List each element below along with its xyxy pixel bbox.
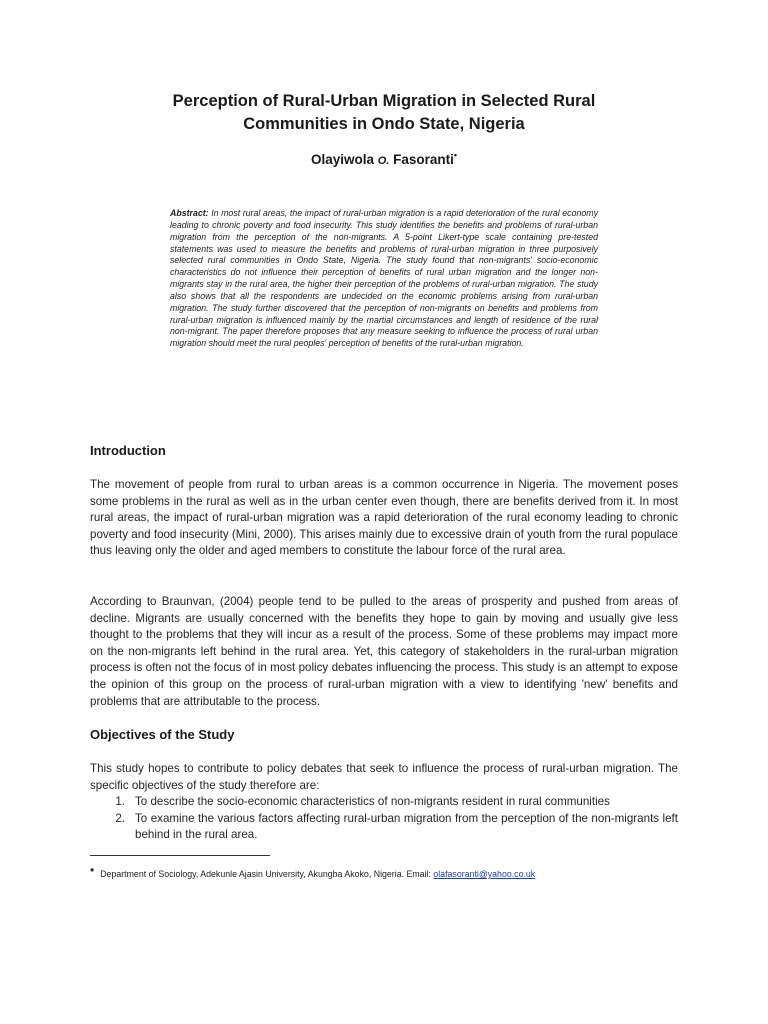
objectives-intro: This study hopes to contribute to policy debates that seek to influence the process of rural-urban migration. The specific objectives of the study therefore are: — [90, 762, 678, 792]
author-first-name: Olayiwola — [310, 152, 374, 167]
author-initial: O. — [377, 155, 390, 167]
objectives-heading: Objectives of the Study — [90, 727, 235, 742]
list-item — [90, 811, 678, 844]
footnote — [90, 863, 678, 880]
objectives-list — [90, 794, 678, 844]
footnote-mark: • — [90, 863, 95, 877]
list-item-text: To examine the various factors affecting rural-urban migration from the perception of the non-migrants left behind in the rural area. — [135, 811, 678, 842]
abstract-label: Abstract: — [170, 208, 209, 218]
footnote-email-link[interactable]: olafasoranti@yahoo.co.uk — [433, 869, 536, 879]
paper-title-line-2: Communities in Ondo State, Nigeria — [243, 115, 525, 133]
list-item-number: 2. — [115, 811, 125, 825]
list-item — [90, 794, 678, 811]
footnote-text: Department of Sociology, Adekunle Ajasin University, Akungba Akoko, Nigeria. Email: — [100, 869, 434, 879]
author-footnote-mark: • — [453, 150, 458, 160]
introduction-heading: Introduction — [90, 443, 166, 458]
introduction-paragraph-1: The movement of people from rural to urban areas is a common occurrence in Nigeria. The movement poses some problems in the rural as well as in the urban center even though, there are benefits derived from it. In most rural areas, the impact of rural-urban migration was a rapid deterioration of the rural economy leading to chronic poverty and food insecurity (Mini, 2000). This arises mainly due to excessive drain of youth from the rural populace thus leaving only the older and aged members to constitute the labour force of the rural area. — [90, 478, 678, 558]
author-last-name: Fasoranti — [393, 152, 454, 167]
list-item-text: To describe the socio-economic characteristics of non-migrants resident in rural communities — [135, 795, 610, 808]
footnote-separator — [90, 855, 270, 856]
list-item-number: 1. — [115, 795, 125, 808]
author-line — [90, 152, 678, 167]
paper-title — [90, 90, 678, 136]
paper-title-line-1: Perception of Rural-Urban Migration in Selected Rural — [172, 92, 596, 110]
abstract-block — [170, 208, 598, 350]
abstract-text: In most rural areas, the impact of rural-urban migration is a rapid deterioration of the rural economy leading to chronic poverty and food insecurity. This study identifies the benefits and problems of rural-urban migration from the perception of the non-migrants. A 5-point Likert-type scale containing pre-tested statements was used to measure the benefits and problems of rural-urban migration in three purposively selected rural communities in Ondo State, Nigeria. The study found that non-migrants' socio-economic characteristics do not influence their perception of benefits of rural urban migration and the longer non-migrants stay in the rural area, the higher their perception of the problems of rural-urban migration. The study also shows that all the respondents are undecided on the economic problems arising from rural-urban migration. The study further discovered that the perception of non-migrants on benefits and problems from rural-urban migration is influenced mainly by the martial circumstances and length of residence of the rural non-migrant. The paper therefore proposes that any measure seeking to influence the process of rural urban migration should meet the rural peoples' perception of benefits of the rural-urban migration. — [170, 208, 598, 349]
introduction-paragraph-2: According to Braunvan, (2004) people tend to be pulled to the areas of prosperity and pushed from areas of decline. Migrants are usually concerned with the benefits they hope to gain by moving and usually give less thought to the problems that they will incur as a result of the process. Some of these problems may impact more on the non-migrants left behind in the rural area. Yet, this category of stakeholders in the rural-urban migration process is often not the focus of in most policy debates influencing the process. This study is an attempt to expose the opinion of this group on the process of rural-urban migration with a view to identifying 'new' benefits and problems that are attributable to the process. — [90, 595, 678, 708]
